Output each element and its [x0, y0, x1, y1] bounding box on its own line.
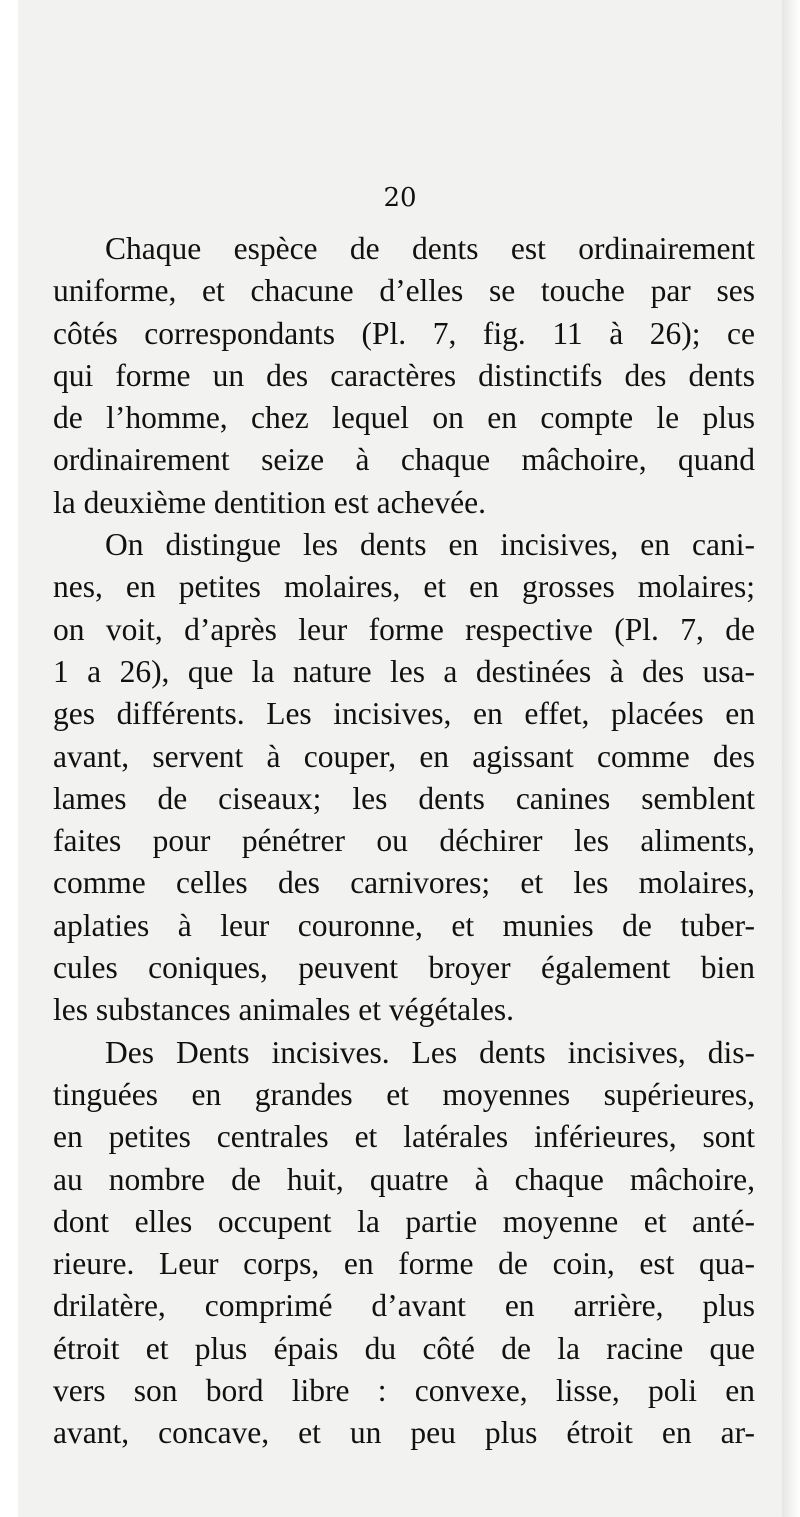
text-line: dont elles occupent la partie moyenne et anté-: [53, 1203, 755, 1239]
text-line: aplaties à leur couronne, et munies de tuber-: [53, 907, 755, 943]
text-line: on voit, d’après leur forme respective (Pl. 7, de: [53, 611, 755, 647]
text-line: de l’homme, chez lequel on en compte le plus: [53, 400, 755, 436]
text-line: Des Dents incisives. Les dents incisives, dis-: [105, 1034, 755, 1070]
text-line: en petites centrales et latérales inférieures, sont: [53, 1119, 755, 1155]
text-line: ordinairement seize à chaque mâchoire, quand: [53, 442, 755, 478]
text-line: vers son bord libre : convexe, lisse, poli en: [53, 1373, 755, 1409]
text-line: uniforme, et chacune d’elles se touche par ses: [53, 273, 755, 309]
text-line: qui forme un des caractères distinctifs des dents: [53, 357, 755, 393]
text-line: faites pour pénétrer ou déchirer les aliments,: [53, 823, 755, 859]
text-line: cules coniques, peuvent broyer également bien: [53, 950, 755, 986]
text-line: étroit et plus épais du côté de la racine que: [53, 1330, 755, 1366]
text-line: rieure. Leur corps, en forme de coin, est qua-: [53, 1246, 755, 1282]
text-line: ges différents. Les incisives, en effet, placées en: [53, 696, 755, 732]
text-line: tinguées en grandes et moyennes supérieures,: [53, 1076, 755, 1112]
text-line: les substances animales et végétales.: [53, 992, 514, 1028]
text-line: Chaque espèce de dents est ordinairement: [105, 231, 755, 266]
book-page: [18, 0, 782, 1517]
text-line: avant, servent à couper, en agissant comme des: [53, 738, 755, 774]
page-edge: [782, 0, 800, 1517]
body-text: [53, 228, 755, 1455]
text-line: lames de ciseaux; les dents canines semblent: [53, 780, 755, 816]
text-line: au nombre de huit, quatre à chaque mâchoire,: [53, 1161, 755, 1197]
text-line: 1 a 26), que la nature les a destinées à des usa-: [53, 653, 755, 689]
text-line: drilatère, comprimé d’avant en arrière, plus: [53, 1288, 755, 1324]
text-line: la deuxième dentition est achevée.: [53, 484, 486, 520]
text-line: On distingue les dents en incisives, en cani-: [105, 527, 755, 563]
page-number: 20: [383, 183, 417, 213]
text-line: nes, en petites molaires, et en grosses molaires;: [53, 569, 755, 605]
text-line: comme celles des carnivores; et les molaires,: [53, 865, 755, 901]
text-line: côtés correspondants (Pl. 7, fig. 11 à 26); ce: [53, 315, 755, 351]
text-line: avant, concave, et un peu plus étroit en ar-: [53, 1415, 755, 1451]
